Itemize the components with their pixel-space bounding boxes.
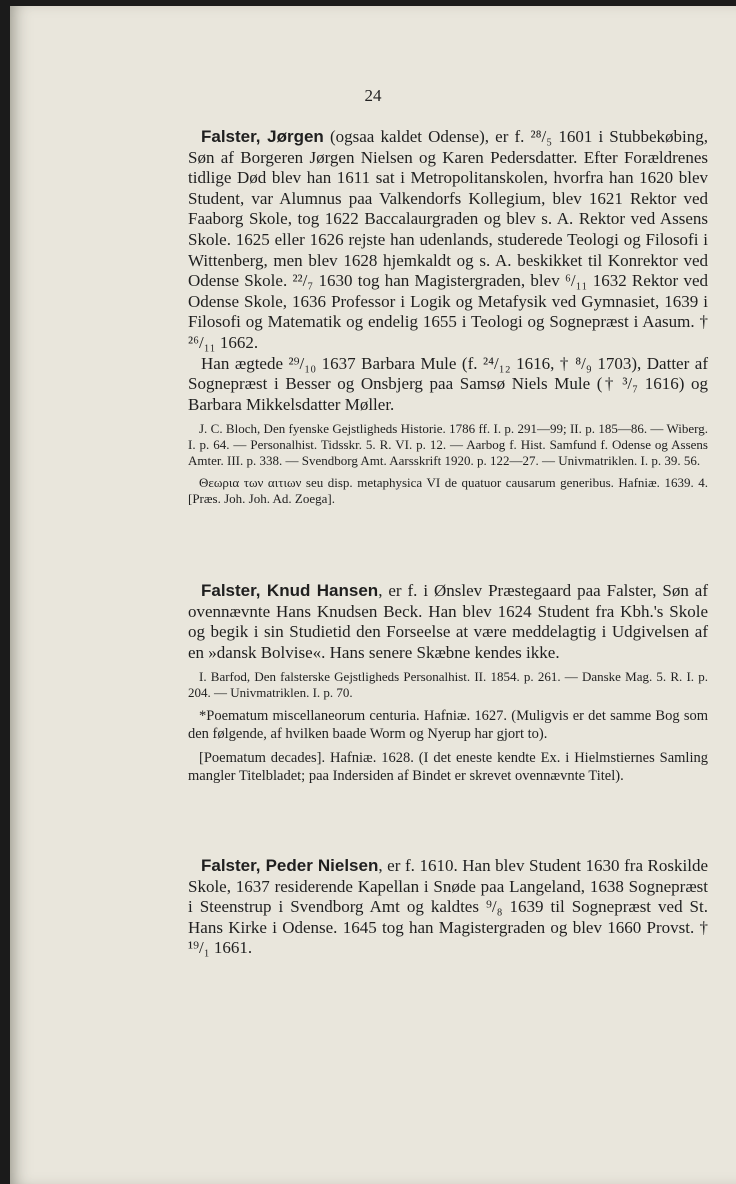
entry-body <box>188 581 708 663</box>
works-poematum-centuria: *Poematum miscellaneorum centuria. Hafniæ. 1627. (Muligvis er det samme Bog som den følgende, af hvilken baade Worm og Nyerup har gjort to). <box>188 708 708 743</box>
works-poematum-decades: [Poematum decades]. Hafniæ. 1628. (I det eneste kendte Ex. i Hielmstiernes Samling mangler Titelbladet; paa Indersiden af Bindet er skrevet ovennævnte Titel). <box>188 750 708 785</box>
entry-text: , er f. 1610. Han blev Student 1630 fra Roskilde Skole, 1637 residerende Kapellan i Snøde paa Langeland, 1638 Sognepræst i Steenstrup i Svendborg Amt og kaldtes ⁹/₈ 1639 til Sognepræst ved St. Hans Kirke i Odense. 1645 tog han Magistergraden og blev 1660 Provst. † ¹⁹/₁ 1661. <box>188 856 709 958</box>
document-page <box>10 6 736 1184</box>
entry-body <box>188 127 708 415</box>
entry-heading: Falster, Jørgen <box>201 127 324 146</box>
entry-text: , er f. i Ønslev Præstegaard paa Falster, Søn af ovennævnte Hans Knudsen Beck. Han blev 1624 Student fra Kbh.'s Skole og begik i sin Studietid den Forseelse at være meddelagtig i Udgivelsen af en »dansk Bolvise«. Hans senere Skæbne kendes ikke. <box>188 581 708 662</box>
references: I. Barfod, Den falsterske Gejstligheds Personalhist. II. 1854. p. 261. — Danske Mag. 5. R. I. p. 204. — Univmatriklen. I. p. 70. <box>188 669 708 701</box>
entry-falster-knud-hansen <box>188 581 708 785</box>
entry-text-marriage: Han ægtede ²⁹/₁₀ 1637 Barbara Mule (f. ²⁴/₁₂ 1616, † ⁸/₉ 1703), Datter af Sognepræst i Besser og Onsbjerg paa Samsø Niels Mule († ³/₇ 1616) og Barbara Mikkelsdatter Møller. <box>188 353 708 414</box>
entry-falster-jorgen <box>188 127 708 507</box>
entry-body <box>188 856 708 959</box>
entry-text: (ogsaa kaldet Odense), er f. ²⁸/₅ 1601 i Stubbekøbing, Søn af Borgeren Jørgen Nielsen og Karen Pedersdatter. Efter Forældrenes tidlige Død blev han 1611 sat i Metropolitanskolen, hvorfra han 1620 blev Student, var Alumnus paa Valkendorfs Kollegium, blev 1621 Rektor ved Faaborg Skole, tog 1622 Baccalaurgraden og blev s. A. Rektor ved Assens Skole. 1625 eller 1626 rejste han udenlands, studerede Teologi og Filosofi i Wittenberg, men blev 1628 hjemkaldt og s. A. beskikket til Konrektor ved Odense Skole. ²²/₇ 1630 tog han Magistergraden, blev ⁶/₁₁ 1632 Rektor ved Odense Skole, 1636 Professor i Logik og Metafysik ved Gymnasiet, 1639 i Filosofi og Matematik og endelig 1655 i Teologi og Sognepræst i Aasum. † ²⁶/₁₁ 1662. <box>188 127 709 352</box>
works: Θεωρια των αιτιων seu disp. metaphysica VI de quatuor causarum generibus. Hafniæ. 1639. 4. [Præs. Joh. Joh. Ad. Zoega]. <box>188 475 708 507</box>
references: J. C. Bloch, Den fyenske Gejstligheds Historie. 1786 ff. I. p. 291—99; II. p. 185—86. — Wiberg. I. p. 64. — Personalhist. Tidsskr. 5. R. VI. p. 12. — Aarbog f. Hist. Samfund f. Odense og Assens Amter. III. p. 338. — Svendborg Amt. Aarsskrift 1920. p. 122—27. — Univmatriklen. I. p. 39. 56. <box>188 421 708 469</box>
entry-heading: Falster, Peder Nielsen <box>201 856 379 875</box>
page-number: 24 <box>364 86 382 105</box>
entry-falster-peder-nielsen <box>188 856 708 959</box>
entry-heading: Falster, Knud Hansen <box>201 581 379 600</box>
